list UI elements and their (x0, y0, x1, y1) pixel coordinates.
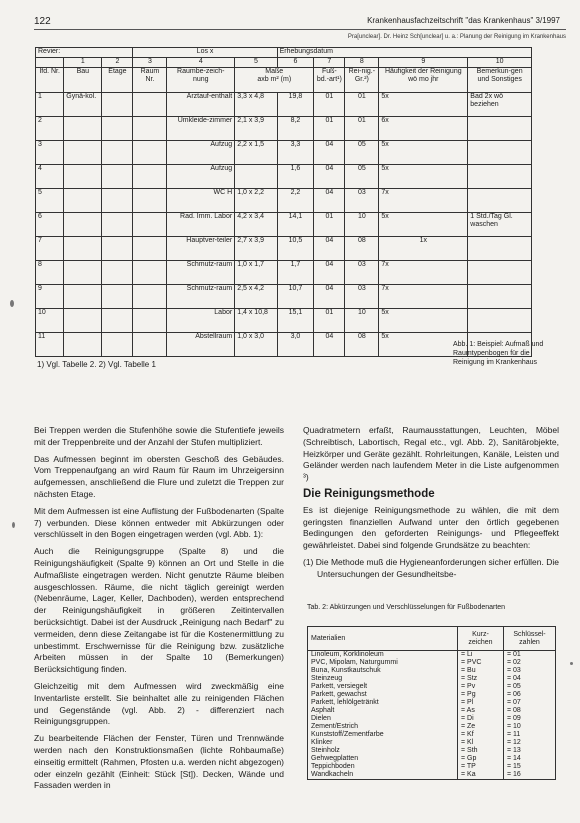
header-kurzzeichen: Kurz-zeichen (458, 627, 504, 651)
paragraph: Zu bearbeitende Flächen der Fenster, Türen und Trennwände werden nach den Konstruktionsmaßen (lichte Rohbaumaße) einseitig ermittelt (Rahmen, Pfosten u.a. werden nicht abgezogen) oder einzeln gezählt (Einheit: Stück [St]). Decken, Wände und Fassaden werden in (34, 733, 284, 791)
table-cell: 3 (36, 141, 64, 165)
table-row (308, 723, 556, 731)
paragraph: Es ist diejenige Reinigungsmethode zu wählen, die mit dem geringsten finanziellen Aufwand unter den örtlich gegebenen Bedingungen den geforderten Reinigungs- und Pflegeeffekt gewährleistet. Dabei sind folgende Grundsätze zu beachten: (303, 504, 559, 551)
table-row (36, 309, 532, 333)
list-item: (1) Die Methode muß die Hygieneanforderungen sicher erfüllen. Die Untersuchungen der Gesundheitsbe- (303, 556, 559, 579)
table-cell: 19,8 (277, 93, 314, 117)
table-cell (64, 237, 102, 261)
table-cell (468, 237, 532, 261)
table-cell: PVC, Mipolam, Naturgummi (308, 659, 458, 667)
header-masse-sub: axb m² (m) (257, 76, 292, 83)
table-cell: Arztauf-enthalt (167, 93, 235, 117)
table-cell (468, 189, 532, 213)
table-cell (102, 117, 133, 141)
table-row (36, 141, 532, 165)
paragraph: Das Aufmessen beginnt im obersten Geschoß des Gebäudes. Vom Treppenaufgang an wird Raum für Raum im Uhrzeigersinn aufgemessen, anschließend die Flure und zuletzt die Treppen zur nächsten Etage. (34, 453, 284, 499)
table-row (36, 285, 532, 309)
table-cell: 2 (36, 117, 64, 141)
header-masse-title: Maße (265, 68, 284, 75)
table-row (36, 261, 532, 285)
header-etage: Etage (102, 68, 133, 93)
table-cell: Zement/Estrich (308, 723, 458, 731)
table-cell: Rad. Imm. Labor (167, 213, 235, 237)
table-row (308, 763, 556, 771)
table-cell: Buna, Kunstkautschuk (308, 667, 458, 675)
table-cell: 1 Std./Tag Gl. waschen (468, 213, 532, 237)
table-cell: = Kl (458, 739, 504, 747)
table-row (308, 707, 556, 715)
table-cell: 01 (314, 117, 345, 141)
col-number: 8 (345, 58, 379, 68)
table-cell: = 15 (504, 763, 556, 771)
table-cell: Schmutz-raum (167, 261, 235, 285)
table-cell (64, 117, 102, 141)
left-column (34, 425, 284, 797)
table-cell: 10 (345, 213, 379, 237)
table-cell: Umkleide-zimmer (167, 117, 235, 141)
table-cell: = 11 (504, 731, 556, 739)
table-cell: 14,1 (277, 213, 314, 237)
table-cell: Parkett, versiegelt (308, 683, 458, 691)
table-row (308, 731, 556, 739)
col-number: 1 (64, 58, 102, 68)
table-cell: 2,7 x 3,9 (235, 237, 277, 261)
table-cell (468, 261, 532, 285)
table-cell (64, 261, 102, 285)
table-cell (102, 285, 133, 309)
table-cell (133, 165, 167, 189)
table-row (308, 771, 556, 780)
header-lfd: Ifd. Nr. (36, 68, 64, 93)
table-cell: = 06 (504, 691, 556, 699)
table-cell (468, 117, 532, 141)
table-cell: 08 (345, 237, 379, 261)
header-reinigungsgruppe: Rei-nig.-Gr.²) (345, 68, 379, 93)
table-cell: 1,0 x 1,7 (235, 261, 277, 285)
table-cell: 01 (314, 93, 345, 117)
header-haeufigkeit (379, 68, 468, 93)
table-row (308, 755, 556, 763)
table-cell: = Gp (458, 755, 504, 763)
table-cell: 5 (36, 189, 64, 213)
table-cell: 15,1 (277, 309, 314, 333)
table-cell: = 02 (504, 659, 556, 667)
table-cell: = Kf (458, 731, 504, 739)
table-cell: Teppichboden (308, 763, 458, 771)
table-cell: 10 (36, 309, 64, 333)
table-cell: Parkett, gewachst (308, 691, 458, 699)
table-cell: = 14 (504, 755, 556, 763)
table-cell: 5x (379, 213, 468, 237)
paragraph: Gleichzeitig mit dem Aufmessen wird zweckmäßig eine Inventarliste erstellt. Sie beinhaltet alle zu reinigenden Flächen und Gegenstände (vgl. Abb. 2) - differenziert nach Reinigungsgruppen. (34, 680, 284, 727)
col-number: 5 (235, 58, 277, 68)
table-cell: 4,2 x 3,4 (235, 213, 277, 237)
table-cell: Dielen (308, 715, 458, 723)
paragraph: Bei Treppen werden die Stufenhöhe sowie die Stufentiefe jeweils mit der Treppenbreite und der Anzahl der Stufen multipliziert. (34, 425, 284, 447)
table-row (308, 683, 556, 691)
table-cell (102, 93, 133, 117)
header-bau: Bau (64, 68, 102, 93)
table-cell: Kunststoff/Zementfarbe (308, 731, 458, 739)
table-row (308, 715, 556, 723)
table-cell (102, 189, 133, 213)
header-haeufigkeit-title: Häufigkeit der Reinigung (384, 68, 462, 75)
table-cell: Hauptver-teiler (167, 237, 235, 261)
paragraph: Mit dem Aufmessen ist eine Auflistung der Fußbodenarten (Spalte 7) verbunden. Diese können entweder mit Abkürzungen oder verschlüsselt in den Bogen eingetragen werden (vgl. Abb. 1): (34, 505, 284, 540)
table-cell: 2,2 (277, 189, 314, 213)
table-row (36, 189, 532, 213)
table-cell (64, 141, 102, 165)
table-cell: = Ze (458, 723, 504, 731)
table-cell: 9 (36, 285, 64, 309)
table-cell: = 03 (504, 667, 556, 675)
journal-name: Krankenhausfachzeitschrift "das Krankenhaus" 3/1997 (367, 16, 560, 25)
table-cell: 8,2 (277, 117, 314, 141)
table-cell: 04 (314, 141, 345, 165)
header-fussboden: Fuß-bd.-art¹) (314, 68, 345, 93)
table-cell: = Pl (458, 699, 504, 707)
table-cell (64, 285, 102, 309)
table-cell: Gynä-kol. (64, 93, 102, 117)
table-cell: = Pv (458, 683, 504, 691)
table-footnote: 1) Vgl. Tabelle 2. 2) Vgl. Tabelle 1 (37, 360, 156, 369)
table-row (36, 117, 532, 141)
figure-caption: Abb. 1: Beispiel: Aufmaß und Raumtypenbogen für die Reinigung im Krankenhaus (453, 341, 544, 366)
table-cell (235, 165, 277, 189)
table-cell: 03 (345, 285, 379, 309)
table-cell: = 01 (504, 651, 556, 660)
table-row (36, 237, 532, 261)
table-cell: Gehwegplatten (308, 755, 458, 763)
table-cell (102, 213, 133, 237)
los-label: Los x (133, 48, 277, 58)
table-cell (468, 309, 532, 333)
paragraph: Auch die Reinigungsgruppe (Spalte 8) und die Reinigungshäufigkeit (Spalte 9) können an Ort und Stelle in die Aufmaßliste eingetragen werden. Nicht genutzte Räume bleiben ausgeschlossen. Räume, die nicht täglich gereinigt werden (Nebenräume, Lager, Keller, Dachboden), werden entsprechend der Reinigungshäufigkeit in größeren Zeitintervallen berücksichtigt. Dabei ist der Ausdruck „Reinigung nach Bedarf" zu vermeiden, denn diese Zeitangabe ist für die Kostenermittlung zu unbestimmt. Erschwernisse für die Reinigung bzw. zusätzliche Arbeiten müssen in der Spalte 10 (Bemerkungen) Berücksichtigung finden. (34, 546, 284, 675)
table-cell: 10 (345, 309, 379, 333)
table-cell: 4 (36, 165, 64, 189)
right-column (303, 425, 559, 586)
table-cell: Parkett, lehlölgetränkt (308, 699, 458, 707)
table-cell: = Li (458, 651, 504, 660)
paragraph: Quadratmetern erfaßt, Raumausstattungen, Leuchten, Möbel (Schreibtisch, Labortisch, Regal etc., vgl. Abb. 2), Sanitärobjekte, Heizkörper und Geräte gezählt. Rohrleitungen, Kanäle, Leisten und Geländer werden nach laufendem Meter in die Liste aufgenommen ³) (303, 425, 559, 483)
table-cell (64, 165, 102, 189)
table-cell: 5x (379, 141, 468, 165)
table-cell: Schmutz-raum (167, 285, 235, 309)
table-cell (133, 117, 167, 141)
table-cell (468, 141, 532, 165)
table-row (308, 667, 556, 675)
table-cell (133, 141, 167, 165)
table-row (308, 739, 556, 747)
table-cell: 05 (345, 165, 379, 189)
header-raum-nr: Raum Nr. (133, 68, 167, 93)
table-cell: 01 (345, 93, 379, 117)
table-cell: 7x (379, 261, 468, 285)
table-row (36, 93, 532, 117)
header-raumbezeichnung: Raumbe-zeich-nung (167, 68, 235, 93)
table-cell: = Di (458, 715, 504, 723)
table-cell: Wandkacheln (308, 771, 458, 780)
table-cell: 2,1 x 3,9 (235, 117, 277, 141)
table-cell: 1,0 x 3,0 (235, 333, 277, 357)
scan-speck (570, 662, 573, 665)
col-number: 7 (314, 58, 345, 68)
header-masse (235, 68, 314, 93)
col-number: 4 (167, 58, 235, 68)
col-number: 3 (133, 58, 167, 68)
table-cell (102, 333, 133, 357)
table-cell: Steinzeug (308, 675, 458, 683)
table-cell (468, 285, 532, 309)
table-cell: 03 (345, 261, 379, 285)
table-cell: 01 (314, 213, 345, 237)
table-cell: WC H (167, 189, 235, 213)
table-cell: 1 (36, 93, 64, 117)
table-cell: Steinholz (308, 747, 458, 755)
table-cell: 10,5 (277, 237, 314, 261)
table-cell: 5x (379, 309, 468, 333)
header-rule (34, 29, 566, 30)
table-row (308, 651, 556, 660)
table-cell: 6 (36, 213, 64, 237)
table-cell: 1,0 x 2,2 (235, 189, 277, 213)
table-row (308, 675, 556, 683)
scan-speck (12, 522, 15, 528)
col-number: 6 (277, 58, 314, 68)
table-cell (102, 237, 133, 261)
table-cell: = 13 (504, 747, 556, 755)
table-row (308, 747, 556, 755)
table-cell: 04 (314, 237, 345, 261)
table-cell (468, 165, 532, 189)
revier-label: Revier: (36, 48, 133, 58)
header-haeufigkeit-sub: wö mo jhr (408, 76, 439, 83)
table-cell: = Sth (458, 747, 504, 755)
table-cell (102, 165, 133, 189)
table-cell: 7x (379, 285, 468, 309)
table-cell: 7x (379, 189, 468, 213)
table-cell: Klinker (308, 739, 458, 747)
page-number: 122 (34, 16, 51, 27)
col-number: 2 (102, 58, 133, 68)
scan-speck (10, 300, 14, 307)
table-cell (133, 309, 167, 333)
table-cell: = 10 (504, 723, 556, 731)
table-cell (102, 141, 133, 165)
table-cell (133, 333, 167, 357)
table-cell: 01 (345, 117, 379, 141)
table-cell: 04 (314, 165, 345, 189)
table-cell: 5x (379, 165, 468, 189)
table-cell: 2,2 x 1,5 (235, 141, 277, 165)
table-cell: 03 (345, 189, 379, 213)
col-number: 10 (468, 58, 532, 68)
table-cell: 04 (314, 261, 345, 285)
survey-table (35, 47, 532, 357)
table-cell: = 07 (504, 699, 556, 707)
floor-codes-table (307, 626, 556, 780)
table-cell: = Ka (458, 771, 504, 780)
table-cell: = 08 (504, 707, 556, 715)
table-cell: 04 (314, 333, 345, 357)
table-cell (64, 213, 102, 237)
table-row (308, 691, 556, 699)
table-cell: = Bu (458, 667, 504, 675)
datum-label: Erhebungsdatum (277, 48, 531, 58)
table-cell: = Pg (458, 691, 504, 699)
table-cell: 11 (36, 333, 64, 357)
table-cell: Asphalt (308, 707, 458, 715)
table-cell: Labor (167, 309, 235, 333)
table-cell: 08 (345, 333, 379, 357)
table-cell: = 05 (504, 683, 556, 691)
table-cell (102, 309, 133, 333)
table-cell: 01 (314, 309, 345, 333)
table-cell: Linoleum, Korklinoleum (308, 651, 458, 660)
table-cell (133, 189, 167, 213)
table-cell: 3,3 (277, 141, 314, 165)
table-cell: 1,6 (277, 165, 314, 189)
header-schluesselzahlen: Schlüssel-zahlen (504, 627, 556, 651)
table-cell: 10,7 (277, 285, 314, 309)
table-cell (133, 93, 167, 117)
table-cell: 7 (36, 237, 64, 261)
table-cell: Aufzug (167, 141, 235, 165)
table-cell: 6x (379, 117, 468, 141)
table-cell: 3,0 (277, 333, 314, 357)
table-cell (64, 309, 102, 333)
table-cell: 04 (314, 189, 345, 213)
table-cell: = 16 (504, 771, 556, 780)
table-row (36, 213, 532, 237)
col-number: 9 (379, 58, 468, 68)
table-cell: = 09 (504, 715, 556, 723)
table-cell: 04 (314, 285, 345, 309)
table-cell: 1,4 x 10,8 (235, 309, 277, 333)
author-line: Pra[unclear]. Dr. Heinz Sch[unclear] u. a.: Planung der Reinigung im Krankenhaus (347, 34, 566, 40)
table-cell (64, 189, 102, 213)
table-cell: 05 (345, 141, 379, 165)
table-cell: 2,5 x 4,2 (235, 285, 277, 309)
table-cell (133, 261, 167, 285)
table-cell: Bad 2x wö beziehen (468, 93, 532, 117)
table-row (308, 699, 556, 707)
table-cell (133, 213, 167, 237)
table-cell: 1x (379, 237, 468, 261)
table-row (308, 659, 556, 667)
table2-caption: Tab. 2: Abkürzungen und Verschlüsselungen für Fußbodenarten (307, 604, 506, 611)
table-row (36, 165, 532, 189)
table-cell: Abstellraum (167, 333, 235, 357)
table-cell: = PVC (458, 659, 504, 667)
header-bemerkungen: Bemerkun-gen und Sonstiges (468, 68, 532, 93)
table-cell: = TP (458, 763, 504, 771)
table-cell: 3,3 x 4,8 (235, 93, 277, 117)
section-heading: Die Reinigungsmethode (303, 487, 435, 500)
table-cell (102, 261, 133, 285)
table-cell: = 12 (504, 739, 556, 747)
table-cell (133, 285, 167, 309)
table-cell: = 04 (504, 675, 556, 683)
header-material: Materialien (308, 627, 458, 651)
table-cell (64, 333, 102, 357)
table-cell: 5x (379, 93, 468, 117)
table-cell: 1,7 (277, 261, 314, 285)
table-cell: = As (458, 707, 504, 715)
table-cell: 8 (36, 261, 64, 285)
table-cell (133, 237, 167, 261)
table-cell: 5x (379, 333, 468, 357)
table-cell: = Stz (458, 675, 504, 683)
table-cell: Aufzug (167, 165, 235, 189)
